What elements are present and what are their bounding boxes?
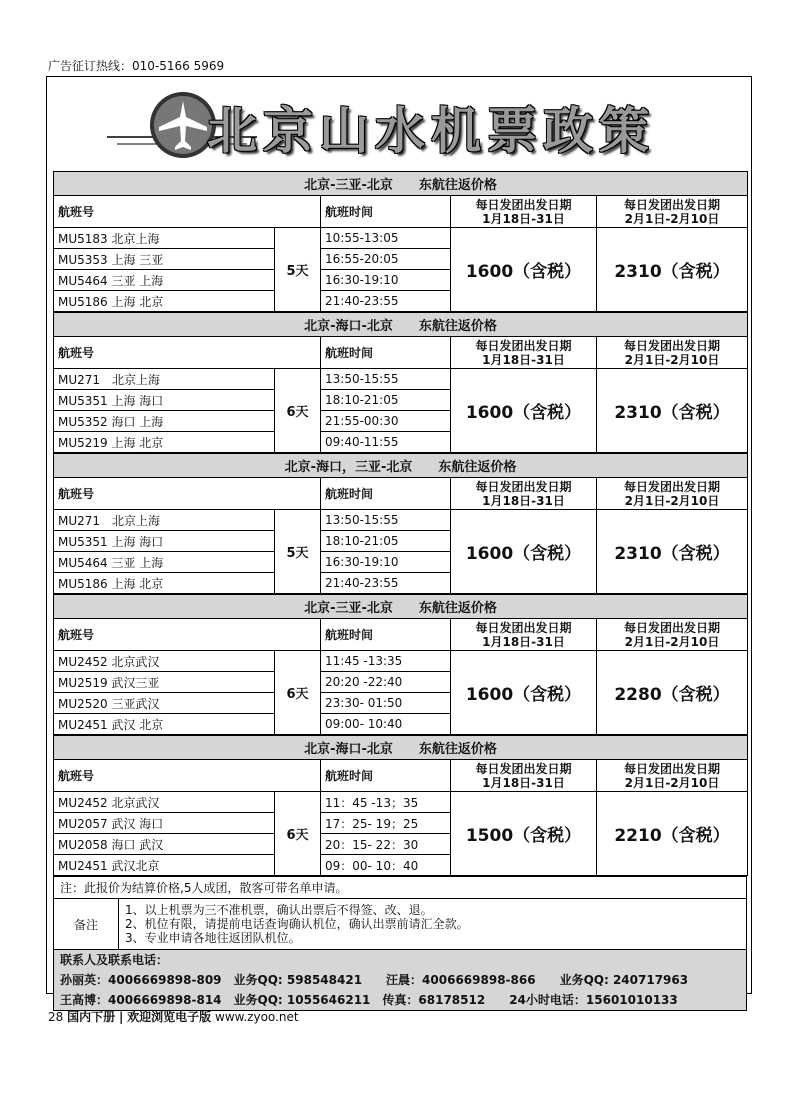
price2-cell: 2210（含税） bbox=[597, 792, 748, 876]
remark-line: 2、机位有限，请提前电话查询确认机位，确认出票前请汇全款。 bbox=[125, 917, 469, 931]
days-cell: 5天 bbox=[275, 510, 321, 594]
time-cell: 21:40-23:55 bbox=[321, 573, 451, 594]
price2-cell: 2280（含税） bbox=[597, 651, 748, 735]
time-header: 航班时间 bbox=[321, 196, 451, 228]
time-cell: 16:55-20:05 bbox=[321, 249, 451, 270]
time-cell: 11:45 -13:35 bbox=[321, 651, 451, 672]
time-cell: 23:30- 01:50 bbox=[321, 693, 451, 714]
flight-cell: MU5186 上海 北京 bbox=[54, 291, 275, 312]
footer-url[interactable]: www.zyoo.net bbox=[215, 1010, 299, 1024]
flight-cell: MU2519 武汉三亚 bbox=[54, 672, 275, 693]
flight-cell: MU2452 北京武汉 bbox=[54, 792, 275, 813]
period2-header: 每日发团出发日期 2月1日-2月10日 bbox=[597, 337, 748, 369]
price1-cell: 1600（含税） bbox=[451, 228, 597, 312]
time-cell: 21:55-00:30 bbox=[321, 411, 451, 432]
section-title: 北京-三亚-北京 东航往返价格 bbox=[54, 595, 748, 619]
section-title: 北京-海口-北京 东航往返价格 bbox=[54, 736, 748, 760]
ad-hotline: 广告征订热线：010-5166 5969 bbox=[48, 59, 225, 73]
days-cell: 6天 bbox=[275, 369, 321, 453]
notes-table bbox=[53, 876, 747, 1011]
price2-cell: 2310（含税） bbox=[597, 510, 748, 594]
policy-frame bbox=[46, 76, 752, 1007]
page-number: 28 bbox=[48, 1010, 64, 1024]
time-cell: 20：15- 22：30 bbox=[321, 834, 451, 855]
flight-header: 航班号 bbox=[54, 760, 321, 792]
time-cell: 18:10-21:05 bbox=[321, 531, 451, 552]
remark-line: 1、以上机票为三不准机票，确认出票后不得签、改、退。 bbox=[125, 903, 433, 917]
note-text: 注：此报价为结算价格,5人成团，散客可带名单申请。 bbox=[54, 877, 747, 899]
contacts-heading: 联系人及联系电话： bbox=[60, 953, 169, 967]
period1-header: 每日发团出发日期 1月18日-31日 bbox=[451, 478, 597, 510]
remarks-content bbox=[119, 899, 747, 950]
time-cell: 16:30-19:10 bbox=[321, 552, 451, 573]
flight-cell: MU2452 北京武汉 bbox=[54, 651, 275, 672]
flight-cell: MU5464 三亚 上海 bbox=[54, 270, 275, 291]
flight-header: 航班号 bbox=[54, 196, 321, 228]
period2-header: 每日发团出发日期 2月1日-2月10日 bbox=[597, 196, 748, 228]
remark-line: 3、专业申请各地往返团队机位。 bbox=[125, 931, 301, 945]
price1-cell: 1600（含税） bbox=[451, 369, 597, 453]
days-cell: 6天 bbox=[275, 651, 321, 735]
price2-cell: 2310（含税） bbox=[597, 369, 748, 453]
period2-header: 每日发团出发日期 2月1日-2月10日 bbox=[597, 619, 748, 651]
contacts-block bbox=[54, 950, 747, 1011]
route-section bbox=[53, 171, 748, 312]
book-name: 国内下册 bbox=[67, 1010, 116, 1024]
period2-header: 每日发团出发日期 2月1日-2月10日 bbox=[597, 478, 748, 510]
flight-cell: MU2520 三亚武汉 bbox=[54, 693, 275, 714]
flight-cell: MU5351 上海 海口 bbox=[54, 531, 275, 552]
route-section bbox=[53, 312, 748, 453]
contact-row: 王高博：4006669898-814 业务QQ: 1055646211 传真：68178512 24小时电话：15601010133 bbox=[60, 993, 678, 1007]
price2-cell: 2310（含税） bbox=[597, 228, 748, 312]
section-title: 北京-海口-北京 东航往返价格 bbox=[54, 313, 748, 337]
section-title: 北京-海口，三亚-北京 东航往返价格 bbox=[54, 454, 748, 478]
period1-header: 每日发团出发日期 1月18日-31日 bbox=[451, 337, 597, 369]
time-cell: 10:55-13:05 bbox=[321, 228, 451, 249]
period2-header: 每日发团出发日期 2月1日-2月10日 bbox=[597, 760, 748, 792]
flight-cell: MU2057 武汉 海口 bbox=[54, 813, 275, 834]
flight-header: 航班号 bbox=[54, 619, 321, 651]
header bbox=[47, 77, 751, 171]
flight-cell: MU2451 武汉 北京 bbox=[54, 714, 275, 735]
time-cell: 09:00- 10:40 bbox=[321, 714, 451, 735]
flight-cell: MU5351 上海 海口 bbox=[54, 390, 275, 411]
route-section bbox=[53, 453, 748, 594]
page-footer bbox=[48, 1008, 299, 1025]
route-section bbox=[53, 594, 748, 735]
time-header: 航班时间 bbox=[321, 760, 451, 792]
flight-cell: MU5464 三亚 上海 bbox=[54, 552, 275, 573]
time-cell: 20:20 -22:40 bbox=[321, 672, 451, 693]
days-cell: 6天 bbox=[275, 792, 321, 876]
period1-header: 每日发团出发日期 1月18日-31日 bbox=[451, 619, 597, 651]
remarks-label: 备注 bbox=[54, 899, 119, 950]
days-cell: 5天 bbox=[275, 228, 321, 312]
flight-cell: MU5183 北京上海 bbox=[54, 228, 275, 249]
flight-cell: MU5353 上海 三亚 bbox=[54, 249, 275, 270]
time-cell: 09:40-11:55 bbox=[321, 432, 451, 453]
flight-cell: MU271 北京上海 bbox=[54, 510, 275, 531]
price1-cell: 1600（含税） bbox=[451, 510, 597, 594]
price-tables bbox=[53, 171, 747, 1011]
time-cell: 18:10-21:05 bbox=[321, 390, 451, 411]
price1-cell: 1600（含税） bbox=[451, 651, 597, 735]
flight-header: 航班号 bbox=[54, 478, 321, 510]
section-title: 北京-三亚-北京 东航往返价格 bbox=[54, 172, 748, 196]
time-header: 航班时间 bbox=[321, 337, 451, 369]
time-cell: 16:30-19:10 bbox=[321, 270, 451, 291]
time-cell: 17：25- 19；25 bbox=[321, 813, 451, 834]
route-section bbox=[53, 735, 748, 876]
flight-cell: MU2451 武汉北京 bbox=[54, 855, 275, 876]
time-cell: 11：45 -13；35 bbox=[321, 792, 451, 813]
footer-slogan: 欢迎浏览电子版 bbox=[127, 1010, 212, 1024]
price1-cell: 1500（含税） bbox=[451, 792, 597, 876]
footer-separator: | bbox=[118, 1010, 124, 1024]
contact-row: 孙丽英：4006669898-809 业务QQ: 598548421 汪晨：4006669898-866 业务QQ: 240717963 bbox=[60, 973, 689, 987]
flight-cell: MU5219 上海 北京 bbox=[54, 432, 275, 453]
period1-header: 每日发团出发日期 1月18日-31日 bbox=[451, 196, 597, 228]
time-header: 航班时间 bbox=[321, 478, 451, 510]
flight-cell: MU5186 上海 北京 bbox=[54, 573, 275, 594]
flight-cell: MU2058 海口 武汉 bbox=[54, 834, 275, 855]
time-cell: 09：00- 10：40 bbox=[321, 855, 451, 876]
period1-header: 每日发团出发日期 1月18日-31日 bbox=[451, 760, 597, 792]
time-header: 航班时间 bbox=[321, 619, 451, 651]
flight-cell: MU271 北京上海 bbox=[54, 369, 275, 390]
time-cell: 13:50-15:55 bbox=[321, 510, 451, 531]
flight-cell: MU5352 海口 上海 bbox=[54, 411, 275, 432]
time-cell: 21:40-23:55 bbox=[321, 291, 451, 312]
flight-header: 航班号 bbox=[54, 337, 321, 369]
page-title: 北京山水机票政策 bbox=[207, 102, 655, 160]
time-cell: 13:50-15:55 bbox=[321, 369, 451, 390]
